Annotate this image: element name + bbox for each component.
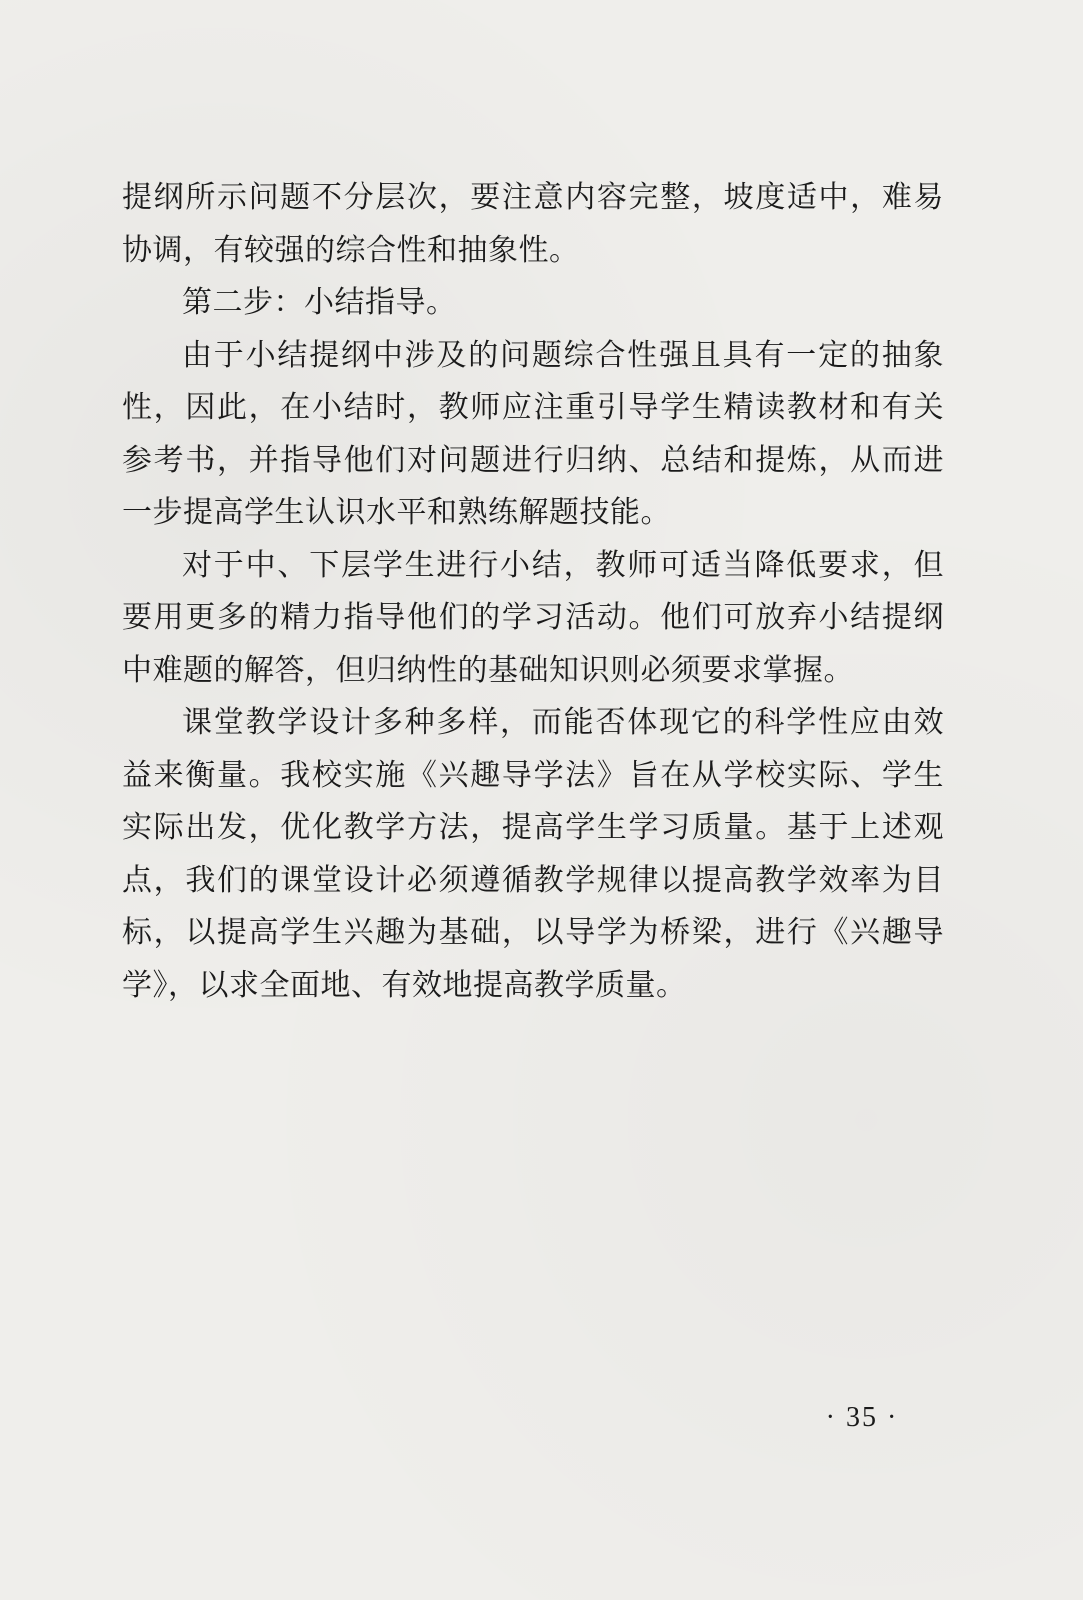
page-number: · 35 · <box>825 1402 899 1433</box>
paragraph-3: 由于小结提纲中涉及的问题综合性强且具有一定的抽象性，因此，在小结时，教师应注重引导学生精读教材和有关参考书，并指导他们对问题进行归纳、总结和提炼，从而进一步提高学生认识水平和熟练解题技能。 <box>122 337 944 530</box>
paragraph-1: 提纲所示问题不分层次，要注意内容完整，坡度适中，难易协调，有较强的综合性和抽象性。 <box>122 180 944 268</box>
paragraph-2: 第二步：小结指导。 <box>182 285 457 320</box>
paragraph-5: 课堂教学设计多种多样，而能否体现它的科学性应由效益来衡量。我校实施《兴趣导学法》旨在从学校实际、学生实际出发，优化教学方法，提高学生学习质量。基于上述观点，我们的课堂设计必须遵循教学规律以提高教学效率为目标，以提高学生兴趣为基础，以导学为桥梁，进行《兴趣导学》，以求全面地、有效地提高教学质量。 <box>122 705 944 1003</box>
body-text <box>122 172 944 1012</box>
paragraph-4: 对于中、下层学生进行小结，教师可适当降低要求，但要用更多的精力指导他们的学习活动。他们可放弃小结提纲中难题的解答，但归纳性的基础知识则必须要求掌握。 <box>122 547 944 688</box>
